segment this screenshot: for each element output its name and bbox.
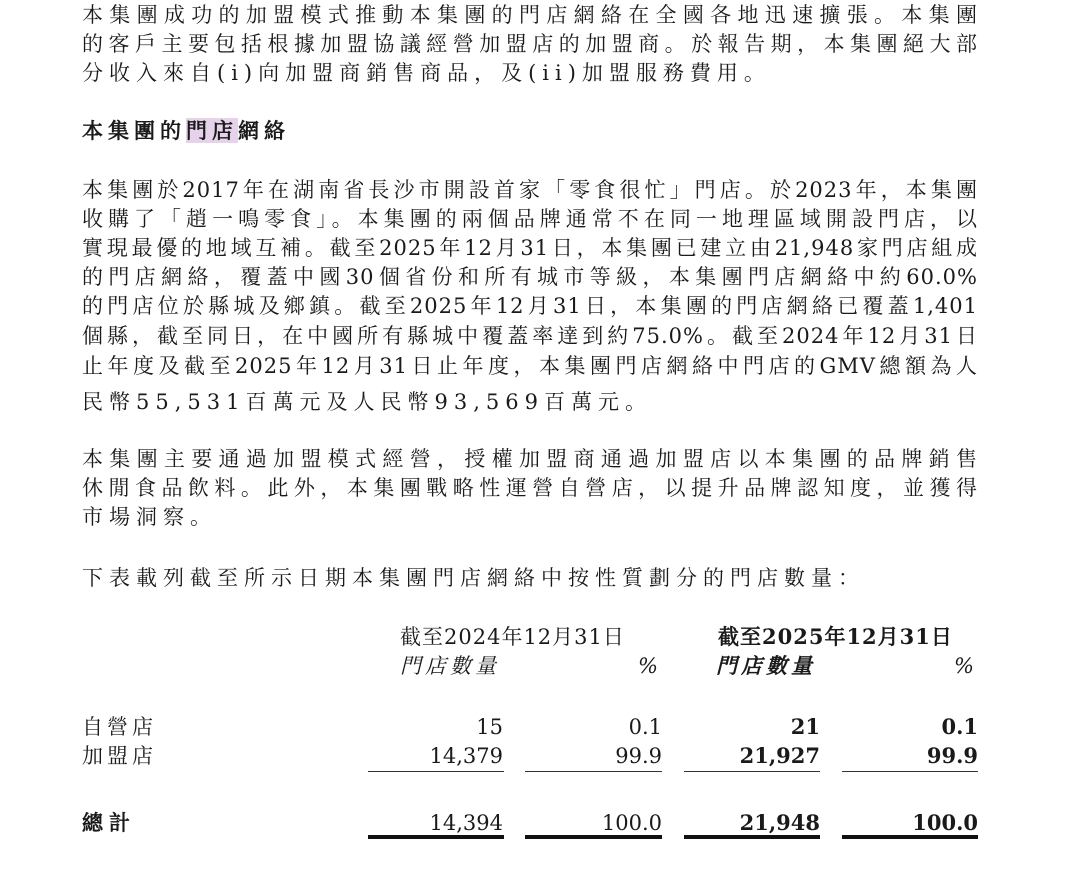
- para1-line: 的客戶主要包括根據加盟協議經營加盟店的加盟商。於報告期，本集團絕大部: [82, 32, 978, 56]
- row-label: 自營店: [82, 715, 157, 739]
- heading-post: 網絡: [238, 118, 290, 143]
- total-pct-2025: 100.0: [912, 810, 978, 835]
- para2-line: 的門店位於縣城及鄉鎮。截至2025年12月31日，本集團的門店網絡已覆蓋1,401: [82, 294, 978, 318]
- pct-2025: 99.9: [926, 743, 978, 768]
- pct-2025: 0.1: [941, 714, 978, 739]
- count-2025: 21: [790, 714, 820, 739]
- total-rule: [842, 835, 978, 839]
- header-pct-2024: %: [638, 654, 662, 678]
- para1-line: 分收入來自(i)向加盟商銷售商品，及(ii)加盟服務費用。: [82, 61, 771, 85]
- para3-line: 市場洞察。: [82, 505, 217, 529]
- section-heading: [82, 116, 290, 146]
- header-period-2024: 截至2024年12月31日: [400, 625, 625, 649]
- para2-line: 本集團於2017年在湖南省長沙市開設首家「零食很忙」門店。於2023年，本集團: [82, 178, 978, 202]
- header-period-2025: 截至2025年12月31日: [718, 624, 953, 649]
- subtotal-rule: [684, 771, 820, 772]
- para3-line: 休閒食品飲料。此外，本集團戰略性運營自營店，以提升品牌認知度，並獲得: [82, 476, 978, 500]
- subtotal-rule: [525, 771, 662, 772]
- total-count-2024: 14,394: [429, 811, 503, 835]
- para2-line: 實現最優的地域互補。截至2025年12月31日，本集團已建立由21,948家門店組成: [82, 236, 978, 260]
- para3-line: 本集團主要通過加盟模式經營，授權加盟商通過加盟店以本集團的品牌銷售: [82, 447, 978, 471]
- para2-line: 的門店網絡，覆蓋中國30個省份和所有城市等級，本集團門店網絡中約60.0%: [82, 265, 978, 289]
- header-count-2025: 門店數量: [716, 653, 816, 678]
- para4-line: 下表載列截至所示日期本集團門店網絡中按性質劃分的門店數量：: [82, 566, 865, 590]
- count-2024: 14,379: [429, 744, 503, 768]
- heading-pre: 本集團的: [82, 118, 186, 143]
- para1-line: 本集團成功的加盟模式推動本集團的門店網絡在全國各地迅速擴張。本集團: [82, 3, 978, 27]
- total-rule: [368, 835, 504, 839]
- para2-line: 收購了「趙一鳴零食」。本集團的兩個品牌通常不在同一地理區域開設門店，以: [82, 207, 978, 231]
- total-pct-2024: 100.0: [601, 811, 662, 835]
- total-count-2025: 21,948: [739, 810, 820, 835]
- header-count-2024: 門店數量: [400, 654, 500, 678]
- subtotal-rule: [368, 771, 504, 772]
- total-rule: [525, 835, 662, 839]
- para2-line: 民幣55,531百萬元及人民幣93,569百萬元。: [82, 390, 652, 414]
- para2-line: 個縣，截至同日，在中國所有縣城中覆蓋率達到約75.0%。截至2024年12月31日: [82, 324, 978, 348]
- total-label: 總計: [82, 810, 136, 835]
- count-2025: 21,927: [739, 743, 820, 768]
- heading-highlight: 門店: [186, 118, 238, 143]
- row-label: 加盟店: [82, 744, 157, 768]
- header-pct-2025: %: [954, 654, 978, 678]
- total-rule: [684, 835, 820, 839]
- subtotal-rule: [842, 771, 978, 772]
- para2-line: 止年度及截至2025年12月31日止年度，本集團門店網絡中門店的GMV總額為人: [82, 354, 978, 378]
- pct-2024: 0.1: [628, 715, 662, 739]
- count-2024: 15: [476, 715, 503, 739]
- pct-2024: 99.9: [615, 744, 662, 768]
